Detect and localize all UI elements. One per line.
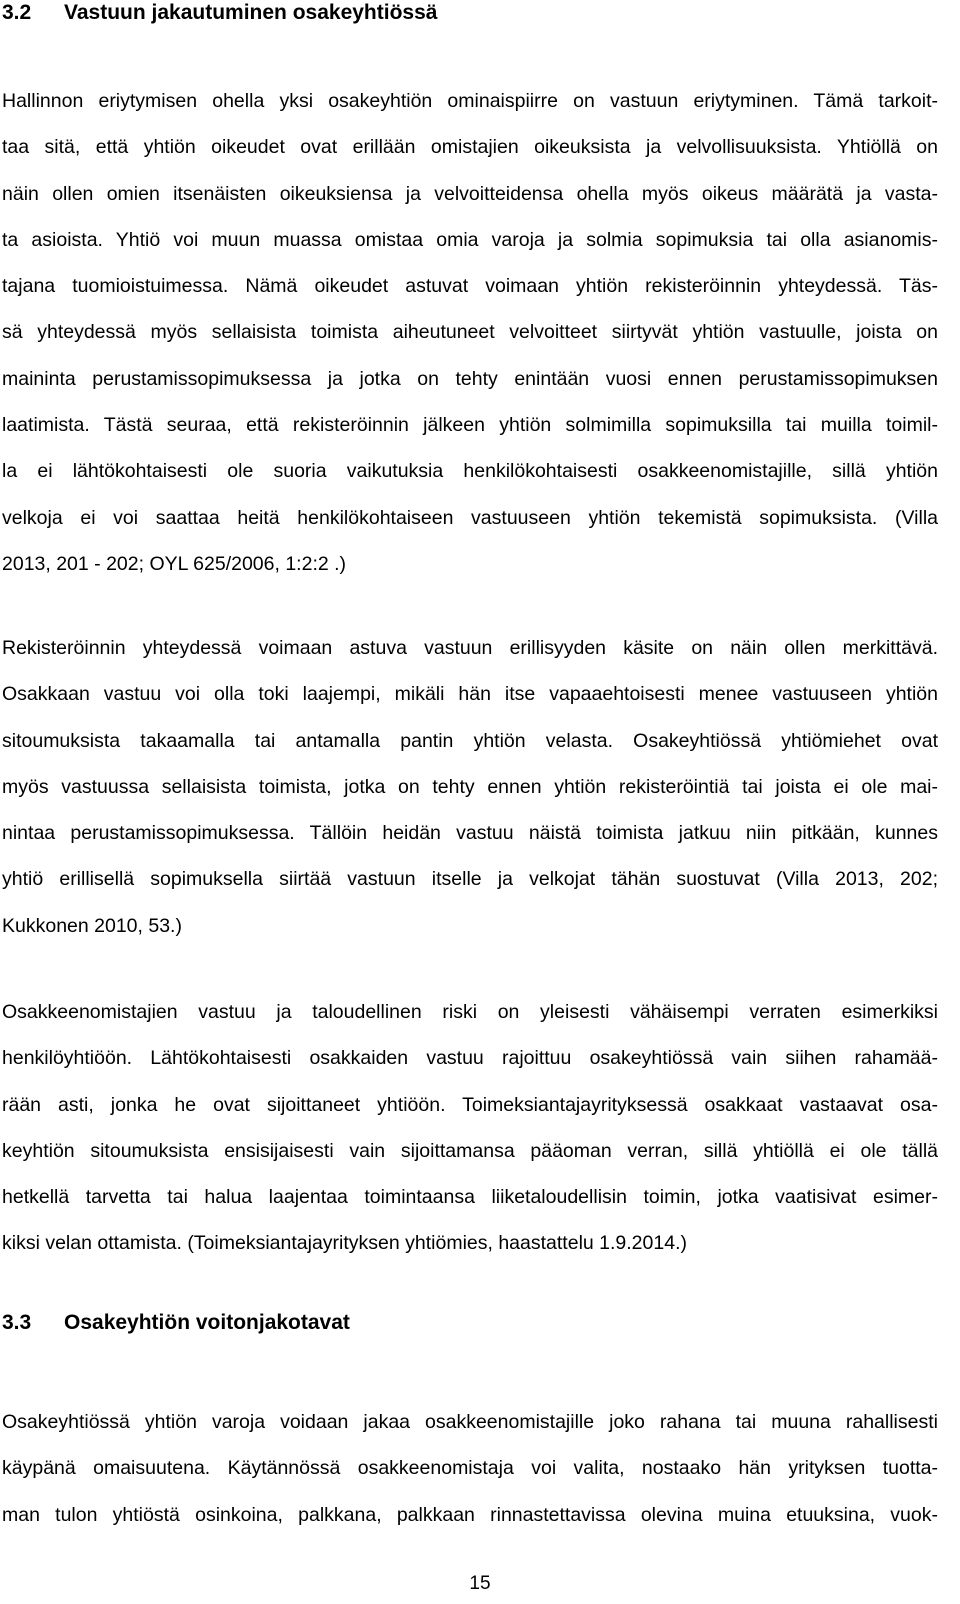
section-heading — [2, 1310, 350, 1336]
text-line: Hallinnon eriytymisen ohella yksi osakeyhtiön ominaispiirre on vastuun eriytyminen. Tämä tarkoit- — [2, 90, 938, 112]
section-title: Vastuun jakautuminen osakeyhtiössä — [64, 1, 438, 24]
text-line: Osakeyhtiössä yhtiön varoja voidaan jakaa osakkeenomistajille joko rahana tai muuna rahallisesti — [2, 1411, 938, 1433]
text-line: 2013, 201 - 202; OYL 625/2006, 1:2:2 .) — [2, 552, 347, 575]
text-line: myös vastuussa sellaisista toimista, jotka on tehty ennen yhtiön rekisteröintiä tai joista ei ole mai- — [2, 775, 938, 798]
text-line: hetkellä tarvetta tai halua laajentaa toimintaansa liiketaloudellisin toimin, jotka vaatisivat esimer- — [2, 1186, 938, 1209]
paragraph — [2, 625, 938, 949]
paragraph — [2, 1399, 938, 1538]
text-line: la ei lähtökohtaisesti ole suoria vaikutuksia henkilökohtaisesti osakkeenomistajille, sillä yhtiön — [2, 460, 938, 483]
text-line: laatimista. Tästä seuraa, että rekisteröinnin jälkeen yhtiön solmimilla sopimuksilla tai muilla toimil- — [2, 414, 938, 437]
text-line: maininta perustamissopimuksessa ja jotka on tehty enintään vuosi ennen perustamissopimuksen — [2, 367, 938, 390]
text-line: kiksi velan ottamista. (Toimeksiantajayrityksen yhtiömies, haastattelu 1.9.2014.) — [2, 1232, 687, 1255]
text-line: taa sitä, että yhtiön oikeudet ovat erillään omistajien oikeuksista ja velvollisuuksista. Yhtiöllä on — [2, 136, 938, 159]
section-heading — [2, 0, 437, 26]
section-number: 3.2 — [2, 1, 32, 24]
text-line: näin ollen omien itsenäisten oikeuksiensa ja velvoitteidensa ohella myös oikeus määrätä ja vasta- — [2, 182, 938, 205]
text-line: keyhtiön sitoumuksista ensisijaisesti vain sijoittamansa pääoman verran, sillä yhtiöllä ei ole tällä — [2, 1139, 938, 1162]
text-line: Osakkaan vastuu voi olla toki laajempi, mikäli hän itse vapaaehtoisesti menee vastuuseen yhtiön — [2, 683, 938, 706]
paragraph — [2, 78, 938, 587]
paragraph — [2, 989, 938, 1267]
text-line: yhtiö erillisellä sopimuksella siirtää vastuun itselle ja velkojat tähän suostuvat (Villa 2013, 202; — [2, 868, 938, 891]
text-line: rään asti, jonka he ovat sijoittaneet yhtiöön. Toimeksiantajayrityksessä osakkaat vastaavat osa- — [2, 1093, 938, 1116]
text-line: velkoja ei voi saattaa heitä henkilökohtaiseen vastuuseen yhtiön tekemistä sopimuksista. (Villa — [2, 506, 938, 529]
text-line: Kukkonen 2010, 53.) — [2, 914, 182, 937]
text-line: ta asioista. Yhtiö voi muun muassa omistaa omia varoja ja solmia sopimuksia tai olla asianomis- — [2, 228, 938, 251]
section-number: 3.3 — [2, 1311, 32, 1334]
page-number: 15 — [469, 1573, 491, 1594]
text-line: käypänä omaisuutena. Käytännössä osakkeenomistaja voi valita, nostaako hän yrityksen tuotta- — [2, 1457, 938, 1480]
text-line: tajana tuomioistuimessa. Nämä oikeudet astuvat voimaan yhtiön rekisteröinnin yhteydessä. Täs- — [2, 275, 938, 298]
text-line: sitoumuksista takaamalla tai antamalla pantin yhtiön velasta. Osakeyhtiössä yhtiömiehet ovat — [2, 729, 938, 752]
text-line: man tulon yhtiöstä osinkoina, palkkana, palkkaan rinnastettavissa olevina muina etuuksina, vuok- — [2, 1503, 938, 1526]
text-line: Rekisteröinnin yhteydessä voimaan astuva vastuun erillisyyden käsite on näin ollen merkittävä. — [2, 637, 938, 659]
text-line: Osakkeenomistajien vastuu ja taloudellinen riski on yleisesti vähäisempi verraten esimerkiksi — [2, 1001, 938, 1023]
text-line: nintaa perustamissopimuksessa. Tällöin heidän vastuu näistä toimista jatkuu niin pitkään, kunnes — [2, 822, 938, 845]
section-title: Osakeyhtiön voitonjakotavat — [64, 1311, 350, 1334]
text-line: henkilöyhtiöön. Lähtökohtaisesti osakkaiden vastuu rajoittuu osakeyhtiössä vain siihen rahamää- — [2, 1047, 938, 1070]
text-line: sä yhteydessä myös sellaisista toimista aiheutuneet velvoitteet siirtyvät yhtiön vastuulle, joista on — [2, 321, 938, 344]
